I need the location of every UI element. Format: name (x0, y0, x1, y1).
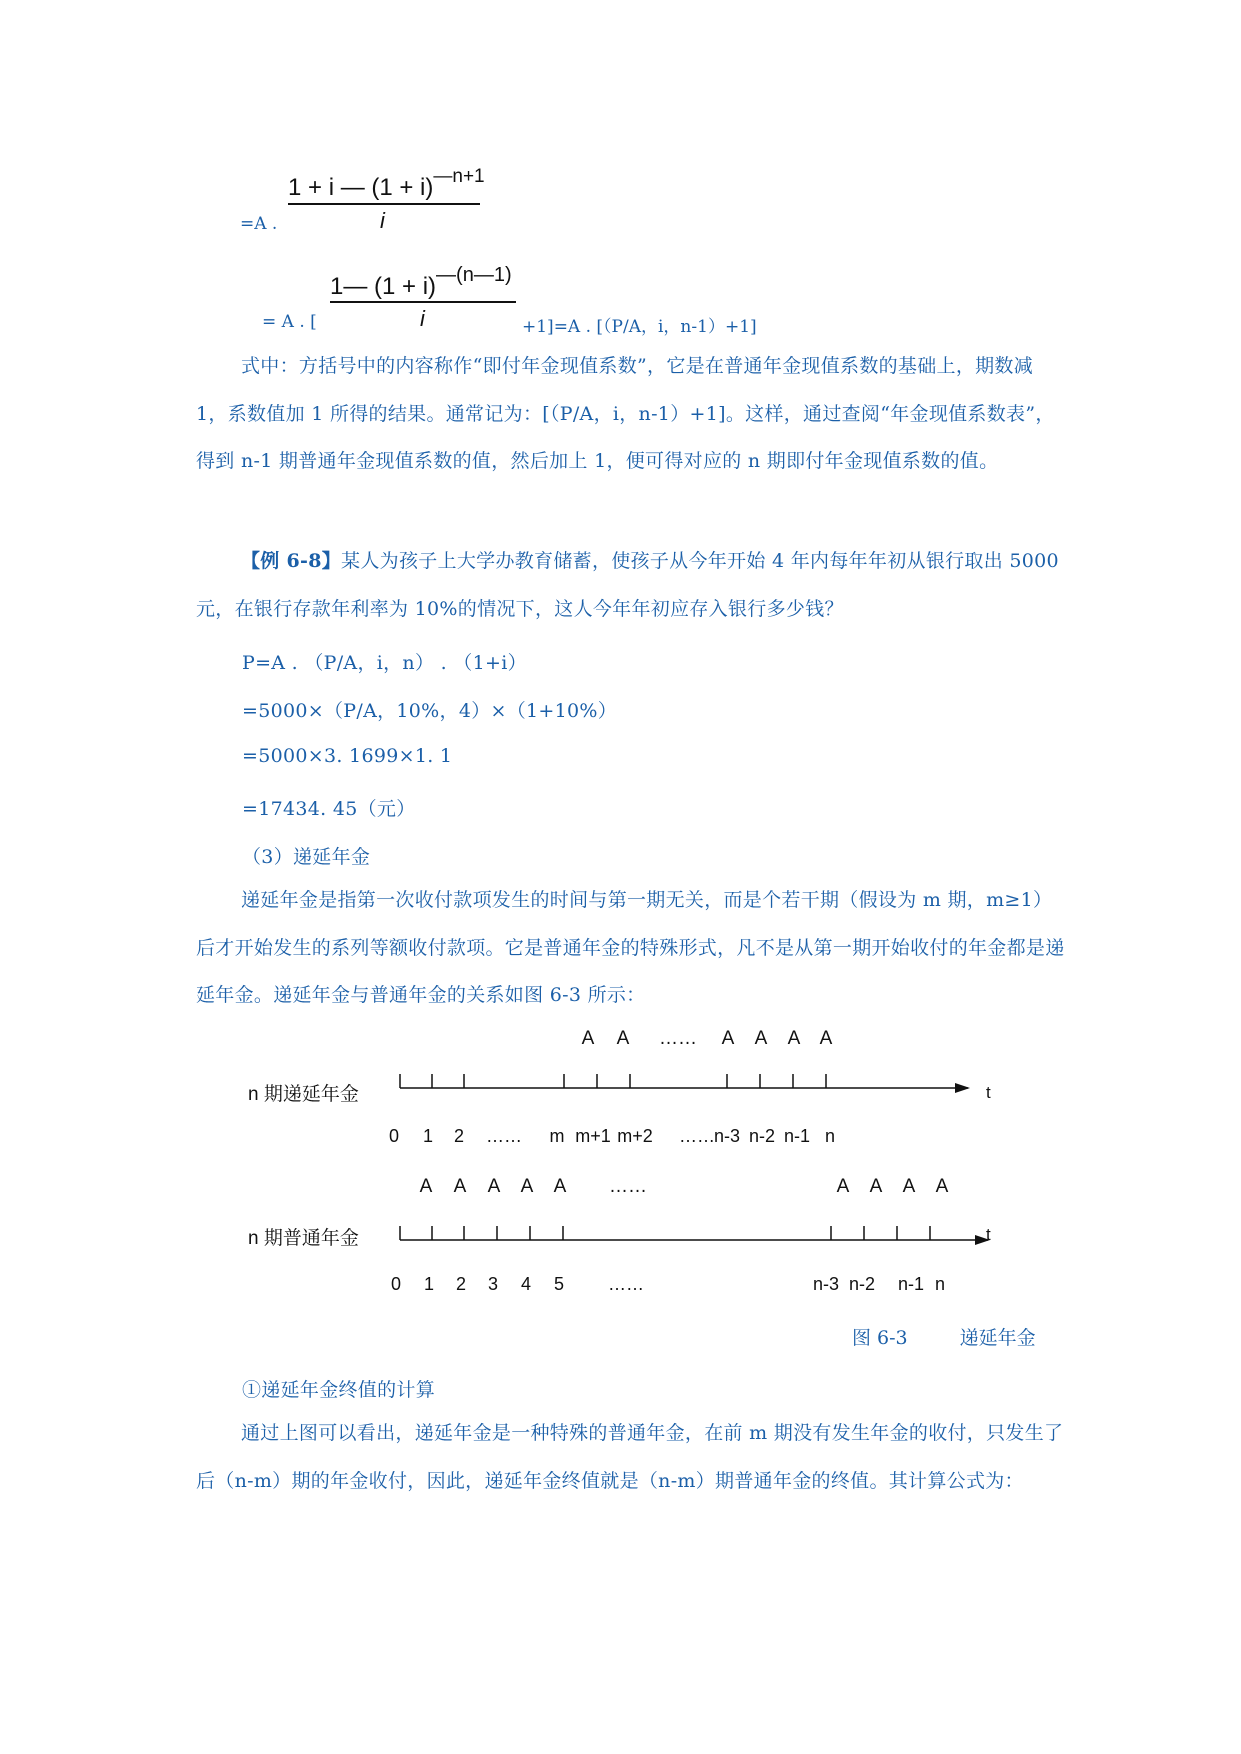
timeline-1-label: n 期递延年金 (248, 1084, 359, 1105)
figure-caption-number: 图 6-3 (852, 1327, 908, 1349)
formula-2-numerator: 1— $(1 + i)^{—(n—1)}$ (330, 264, 512, 300)
timeline-1-annuity-label: …… (659, 1028, 697, 1049)
timeline-2-period-label: n-1 (897, 1274, 925, 1294)
paragraph-example-6-8 (196, 538, 1066, 633)
formula-1-prefix: =A . (240, 214, 278, 234)
timeline-1-annuity-label: A (819, 1028, 833, 1049)
timeline-2-annuity-label: A (935, 1176, 949, 1197)
timeline-1-period-label: 0 (388, 1126, 400, 1146)
timeline-1-period-label: …… (679, 1126, 715, 1146)
calc-line-2: =5000×（P/A，10%，4）×（1+10%） (242, 700, 618, 722)
paragraph-deferred-annuity-future-value: 通过上图可以看出，递延年金是一种特殊的普通年金，在前 m 期没有发生年金的收付，只发生了后（n-m）期的年金收付，因此，递延年金终值就是（n-m）期普通年金的终值。其计算公式为： (196, 1422, 1064, 1492)
figure-6-3-diagram (0, 1020, 1241, 1310)
timeline-1-period-label: n-3 (713, 1126, 741, 1146)
timeline-2-annuity-label: A (836, 1176, 850, 1197)
timeline-1-period-label: n-1 (783, 1126, 811, 1146)
timeline-2-period-label: n (934, 1274, 946, 1294)
timeline-1-annuity-label: A (616, 1028, 630, 1049)
timeline-1-arrowhead (955, 1083, 970, 1093)
figure-caption-title: 递延年金 (959, 1327, 1036, 1349)
calc-line-3: =5000×3. 1699×1. 1 (242, 745, 453, 767)
formula-2-fraction-bar (330, 301, 516, 303)
timeline-2-period-label: n-3 (812, 1274, 840, 1294)
timeline-2-annuity-label: A (419, 1176, 433, 1197)
timeline-2-annuity-label: A (902, 1176, 916, 1197)
timeline-1-period-label: m (549, 1126, 565, 1146)
timeline-1-period-label: 1 (422, 1126, 434, 1146)
formula-1-numerator: 1 + i — $(1 + i)^{—n+1}$ (288, 166, 485, 201)
calc-line-4: =17434. 45（元） (242, 798, 416, 820)
timeline-2-annuity-label: A (553, 1176, 567, 1197)
timeline-1-axis-end-label: t (986, 1083, 991, 1102)
example-tag: 【例 6-8】 (241, 550, 342, 572)
timeline-2-axis-end-label: t (986, 1225, 991, 1244)
timeline-2-annuity-label: A (869, 1176, 883, 1197)
timeline-1-annuity-label: A (787, 1028, 801, 1049)
formula-2-denominator: i (420, 306, 425, 331)
timeline-2-annuity-label: A (453, 1176, 467, 1197)
ordinary-annuity-timeline (248, 1176, 991, 1294)
paragraph-deferred-annuity-definition: 递延年金是指第一次收付款项发生的时间与第一期无关，而是个若干期（假设为 m 期，m≥1）后才开始发生的系列等额收付款项。它是普通年金的特殊形式，凡不是从第一期开始收付的年金都是递延年金。递延年金与普通年金的关系如图 6-3 所示： (196, 889, 1065, 1006)
timeline-1-period-label: n (824, 1126, 836, 1146)
figure-caption (852, 1323, 1036, 1350)
example-text: 某人为孩子上大学办教育储蓄，使孩子从今年开始 4 年内每年年初从银行取出 5000 元，在银行存款年利率为 10%的情况下，这人今年年初应存入银行多少钱？ (196, 550, 1059, 620)
timeline-2-period-label: …… (608, 1274, 644, 1294)
timeline-1-annuity-label: A (721, 1028, 735, 1049)
timeline-1-annuity-label: A (581, 1028, 595, 1049)
formula-2-prefix: = A . [ (262, 312, 317, 332)
timeline-2-period-label: 0 (390, 1274, 402, 1294)
timeline-2-period-label: 3 (487, 1274, 499, 1294)
formula-2-suffix: +1]=A . [（P/A，i，n-1）+1] (522, 317, 757, 337)
timeline-1-period-label: n-2 (748, 1126, 776, 1146)
subsection-heading: ①递延年金终值的计算 (242, 1379, 436, 1401)
timeline-1-period-label: m+1 (575, 1126, 611, 1146)
timeline-2-label: n 期普通年金 (248, 1228, 359, 1249)
formula-2 (0, 0, 1241, 340)
timeline-2-annuity-label: …… (609, 1176, 647, 1197)
timeline-2-annuity-label: A (520, 1176, 534, 1197)
timeline-2-period-label: n-2 (848, 1274, 876, 1294)
timeline-1-period-label: …… (486, 1126, 522, 1146)
deferred-annuity-timeline (248, 1028, 991, 1146)
calc-line-1: P=A . （P/A，i，n） . （1+i） (242, 652, 527, 674)
formula-1-denominator: i (380, 208, 385, 233)
timeline-1-period-label: 2 (453, 1126, 465, 1146)
timeline-1-period-label: m+2 (617, 1126, 653, 1146)
timeline-2-period-label: 5 (553, 1274, 565, 1294)
timeline-2-period-label: 4 (520, 1274, 532, 1294)
timeline-2-period-label: 1 (423, 1274, 435, 1294)
section-heading: （3）递延年金 (242, 846, 371, 868)
timeline-2-annuity-label: A (487, 1176, 501, 1197)
paragraph-coefficient-explanation: 式中：方括号中的内容称作“即付年金现值系数”，它是在普通年金现值系数的基础上，期数减 1，系数值加 1 所得的结果。通常记为：[（P/A，i，n-1）+1]。这样，通过查阅“年金现值系数表”，得到 n-1 期普通年金现值系数的值，然后加上 1，便可得对应的 n 期即付年金现值系数的值。 (196, 355, 1055, 472)
timeline-1-annuity-label: A (754, 1028, 768, 1049)
timeline-2-period-label: 2 (455, 1274, 467, 1294)
